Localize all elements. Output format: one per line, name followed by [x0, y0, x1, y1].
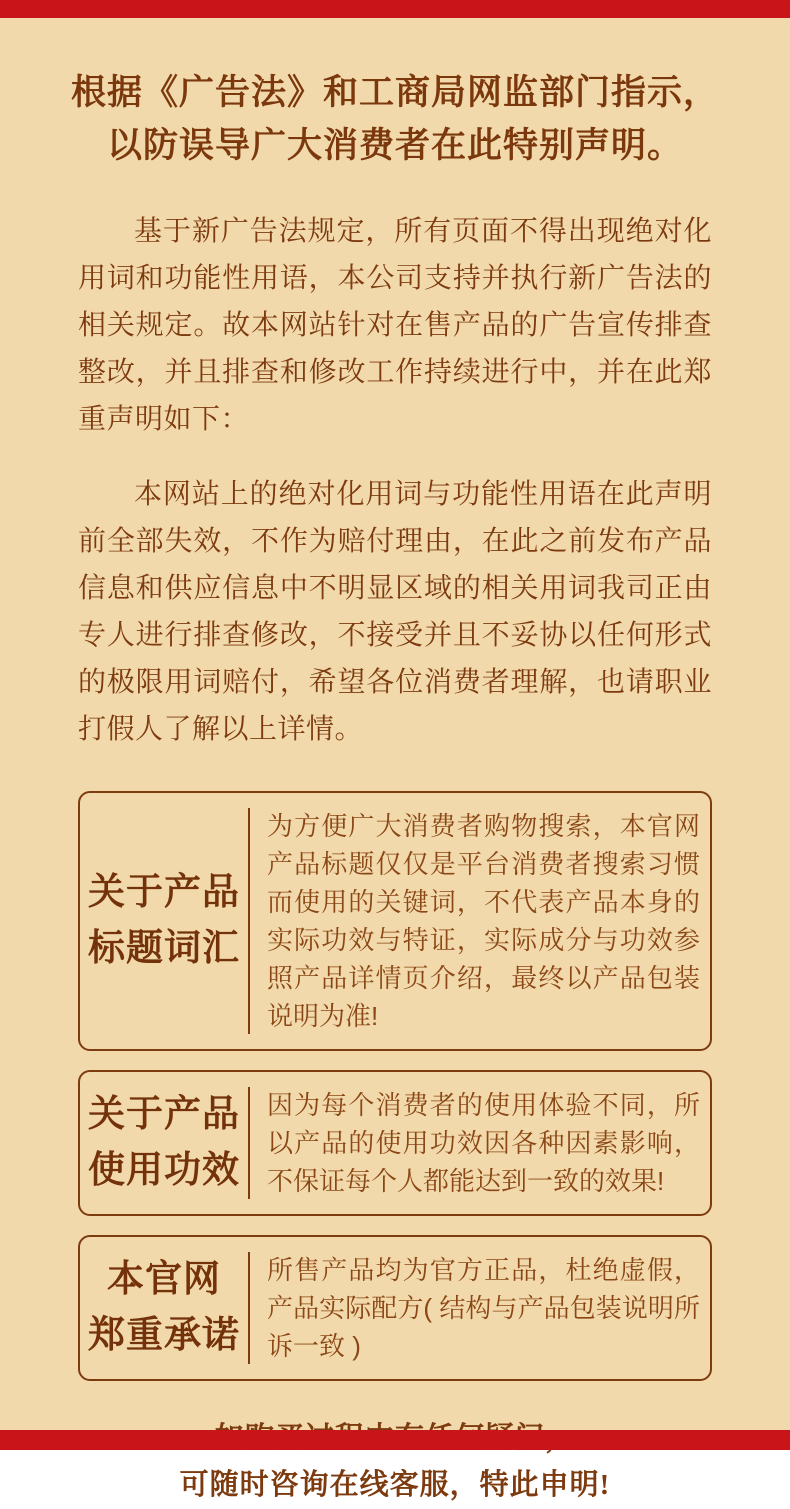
bottom-red-banner	[0, 1430, 790, 1450]
notice-box-product-title	[78, 791, 712, 1051]
notice-box-label-line-2: 使用功效	[88, 1150, 240, 1191]
page-title-line-1: 根据《广告法》和工商局网监部门指示，	[70, 73, 719, 112]
notice-box-content-text: 因为每个消费者的使用体验不同，所以产品的使用功效因各种因素影响，不保证每个人都能达到一致的效果!	[267, 1090, 700, 1196]
notice-box-label	[80, 1072, 248, 1214]
notice-box-group	[78, 791, 712, 1381]
page-title-line-2: 以防误导广大消费者在此特别声明。	[106, 126, 683, 165]
notice-box-label-line-1: 关于产品	[88, 872, 240, 913]
top-red-banner	[0, 0, 790, 18]
notice-box-label-line-2: 标题词汇	[88, 928, 240, 969]
notice-box-content-text: 所售产品均为官方正品，杜绝虚假，产品实际配方( 结构与产品包装说明所诉一致 )	[267, 1255, 700, 1361]
paragraph-statement: 本网站上的绝对化用词与功能性用语在此声明前全部失效，不作为赔付理由，在此之前发布产品信息和供应信息中不明显区域的相关用词我司正由专人进行排查修改，不接受并且不妥协以任何形式的极限用词赔付，希望各位消费者理解，也请职业打假人了解以上详情。	[78, 479, 712, 745]
notice-box-content-text: 为方便广大消费者购物搜索，本官网产品标题仅仅是平台消费者搜索习惯而使用的关键词，不代表产品本身的实际功效与特证，实际成分与功效参照产品详情页介绍，最终以产品包装说明为准!	[267, 811, 700, 1031]
notice-box-label	[80, 1237, 248, 1379]
notice-box-label-line-1: 关于产品	[88, 1094, 240, 1135]
notice-box-official-promise	[78, 1235, 712, 1381]
page-title	[0, 0, 790, 172]
notice-box-label-line-1: 本官网	[107, 1259, 221, 1300]
notice-box-product-effect	[78, 1070, 712, 1216]
notice-box-label-line-2: 郑重承诺	[88, 1315, 240, 1356]
notice-box-content	[250, 793, 710, 1049]
footer-note-line-2: 可随时咨询在线客服，特此申明!	[179, 1469, 611, 1501]
notice-box-label	[80, 793, 248, 1049]
notice-box-content	[250, 1237, 710, 1379]
notice-box-content	[250, 1072, 710, 1214]
paragraph-intro: 基于新广告法规定，所有页面不得出现绝对化用词和功能性用语，本公司支持并执行新广告法的相关规定。故本网站针对在售产品的广告宣传排查整改，并且排查和修改工作持续进行中，并在此郑重声明如下：	[78, 216, 712, 435]
